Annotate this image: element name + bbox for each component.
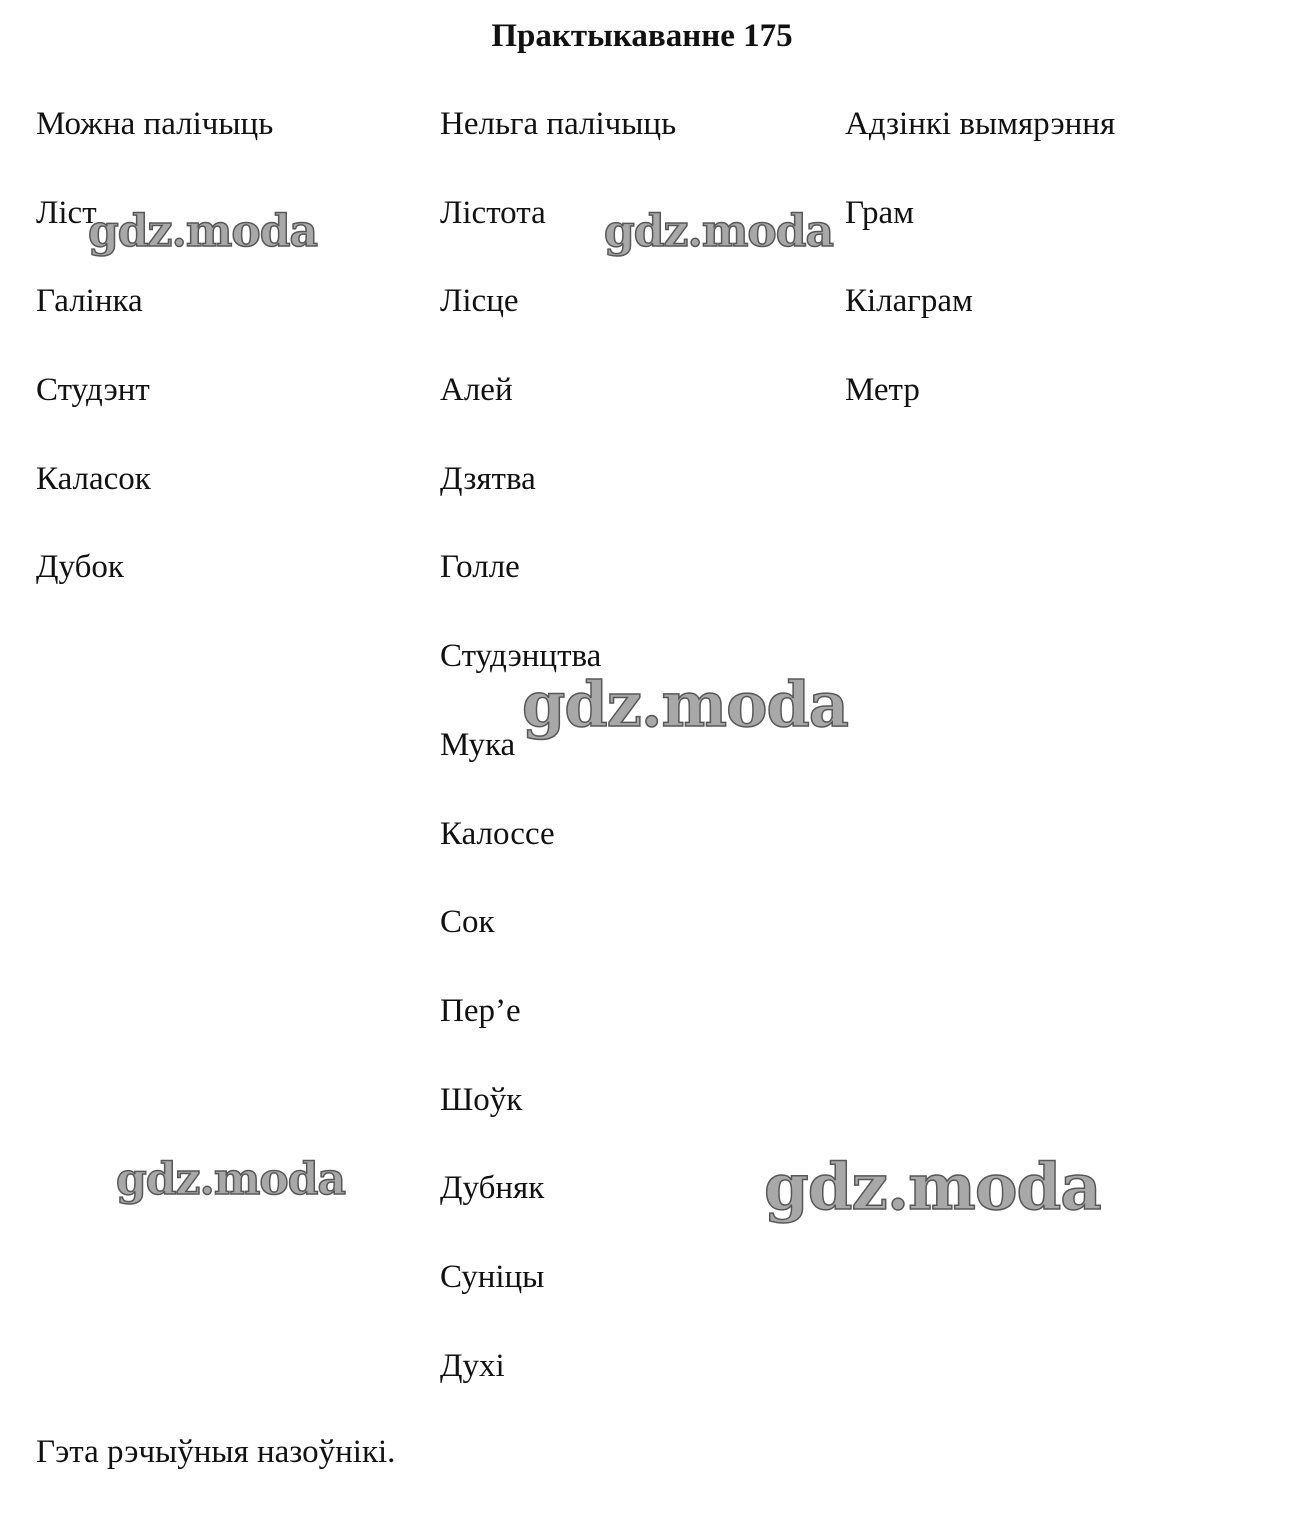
list-item: Метр xyxy=(845,372,920,409)
page-title: Практыкаванне 175 xyxy=(491,18,793,54)
watermark: gdz.moda xyxy=(604,206,834,257)
list-item: Сок xyxy=(440,904,495,941)
list-item: Пер’е xyxy=(440,992,521,1029)
list-item: Калоссе xyxy=(440,815,555,852)
list-item: Галінка xyxy=(36,283,143,320)
list-item: Шоўк xyxy=(440,1081,523,1118)
column-header: Можна палічыць xyxy=(36,106,274,142)
list-item: Дубняк xyxy=(440,1170,545,1207)
column-header: Нельга палічыць xyxy=(440,106,677,142)
conclusion-text: Гэта рэчыўныя назоўнікі. xyxy=(36,1434,396,1470)
list-item: Каласок xyxy=(36,460,151,497)
column-header: Адзінкі вымярэння xyxy=(845,106,1116,142)
list-item: Мука xyxy=(440,726,516,763)
list-item: Алей xyxy=(440,372,513,409)
list-item: Дзятва xyxy=(440,460,536,497)
list-item: Ліст xyxy=(36,194,97,231)
list-item: Студэнт xyxy=(36,372,150,409)
list-item: Лістота xyxy=(440,194,546,231)
list-item: Грам xyxy=(845,194,915,231)
watermark: gdz.moda xyxy=(764,1150,1101,1225)
list-item: Голле xyxy=(440,549,520,586)
list-item: Дубок xyxy=(36,549,124,586)
list-item: Духі xyxy=(440,1347,505,1384)
watermark: gdz.moda xyxy=(88,206,318,257)
list-item: Лісце xyxy=(440,283,519,320)
list-item: Студэнцтва xyxy=(440,638,602,675)
watermark: gdz.moda xyxy=(522,668,848,741)
list-item: Суніцы xyxy=(440,1258,545,1295)
watermark: gdz.moda xyxy=(116,1154,346,1205)
column-countable xyxy=(36,100,273,632)
column-units xyxy=(845,100,1115,455)
list-item: Кілаграм xyxy=(845,283,973,320)
column-uncountable xyxy=(440,100,676,1430)
